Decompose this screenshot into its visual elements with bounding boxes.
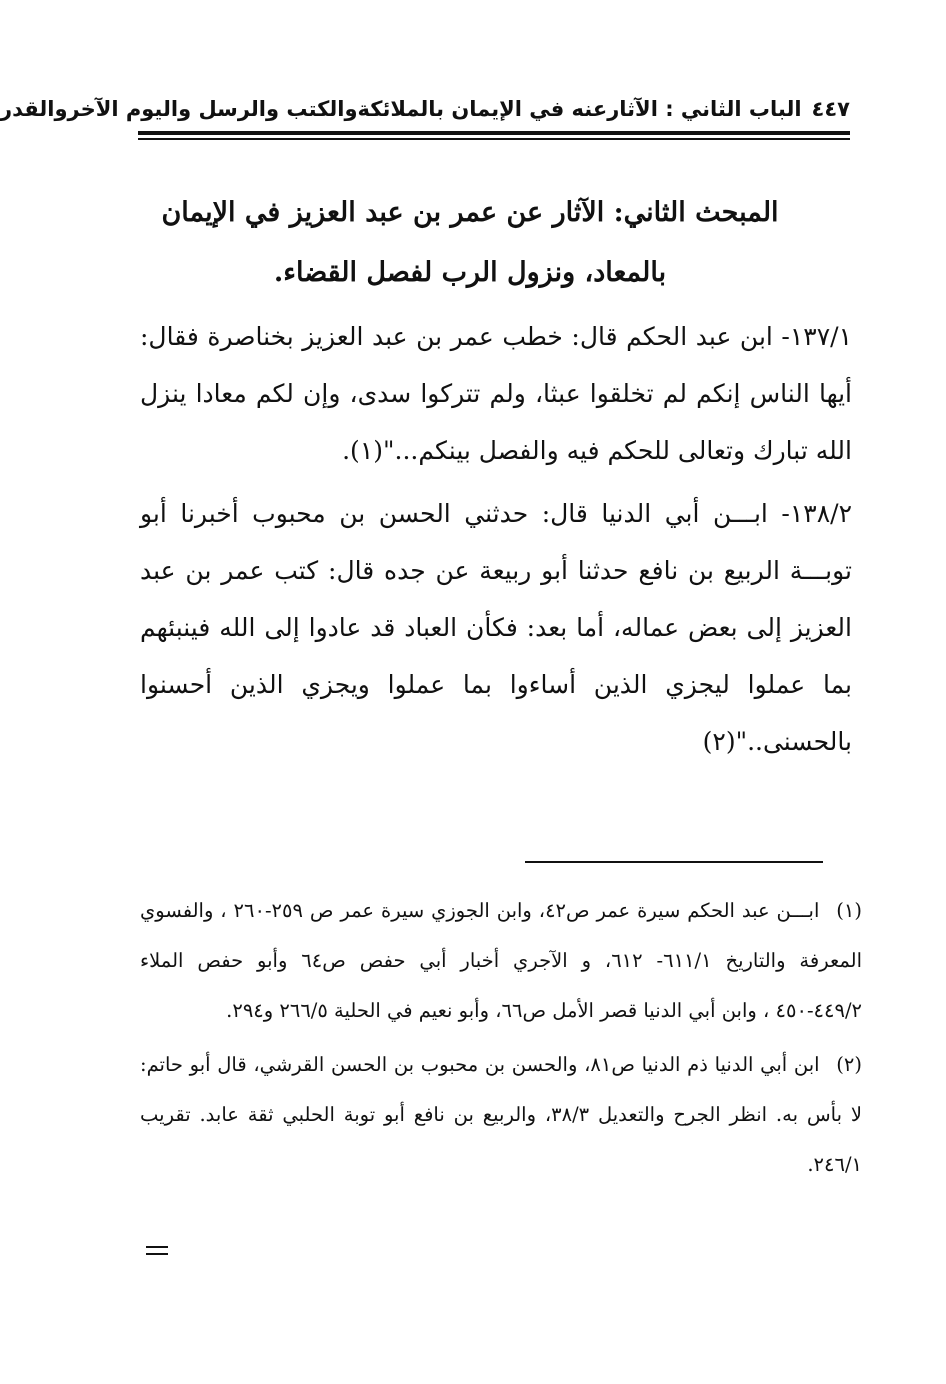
running-header: [0, 90, 850, 128]
paragraph: [140, 485, 852, 770]
body-text: [140, 308, 852, 770]
running-title: الباب الثاني : الآثارعنه في الإيمان بالملائكةوالكتب والرسل واليوم الآخروالقدر: [0, 97, 802, 121]
footnotes: [140, 886, 862, 1190]
footnote: [140, 1040, 862, 1190]
footnote: [140, 886, 862, 1036]
header-rule-thin: [138, 138, 850, 140]
section-heading: المبحث الثاني: الآثار عن عمر بن عبد العزيز في الإيمان بالمعاد، ونزول الرب لفصل القضاء.: [161, 197, 779, 288]
header-rule-thick: [138, 131, 850, 135]
paragraph-text: ابن عبد الحكم قال: خطب عمر بن عبد العزيز بخناصرة فقال: أيها الناس إنكم لم تخلقوا عبثا، ولم تتركوا سدى، وإن لكم معادا ينزل الله تبارك وتعالى للحكم فيه والفصل بينكم..."(١).: [140, 322, 852, 465]
footnote-marker: (٢): [836, 1053, 862, 1076]
paragraph-text: ابـــن أبي الدنيا قال: حدثني الحسن بن محبوب أخبرنا أبو توبـــة الربيع بن نافع حدثنا أبو ربيعة عن جده قال: كتب عمر بن عبد العزيز إلى بعض عماله، أما بعد: فكأن العباد قد عادوا إلى الله فينبئهم بما عملوا ليجزي الذين أساءوا بما عملوا ويجزي الذين أحسنوا بالحسنى.."(٢): [140, 499, 852, 756]
page-number: ٤٤٧: [811, 97, 850, 121]
footnote-text: ابن أبي الدنيا ذم الدنيا ص٨١، والحسن بن محبوب بن الحسن القرشي، قال أبو حاتم: لا بأس به. انظر الجرح والتعديل ٣٨/٣، والربيع بن نافع أبو توبة الحلبي ثقة عابد. تقريب ٢٤٦/١.: [140, 1053, 862, 1176]
footnote-text: ابـــن عبد الحكم سيرة عمر ص٤٢، وابن الجوزي سيرة عمر ص ٢٥٩-٢٦٠ ، والفسوي المعرفة والتاريخ ٦١١/١- ٦١٢، و الآجري أخبار أبي حفص ص٦٤ وأبو حفص الملاء ٤٤٩/٢-٤٥٠ ، وابن أبي الدنيا قصر الأمل ص٦٦، وأبو نعيم في الحلية ٢٦٦/٥ و٢٩٤.: [140, 899, 862, 1022]
footnote-separator: [525, 861, 823, 863]
paragraph-number: ١٣٧/١-: [781, 322, 852, 351]
footnote-marker: (١): [836, 899, 862, 922]
paragraph-number: ١٣٨/٢-: [781, 499, 852, 528]
paragraph: [140, 308, 852, 479]
page-end-mark: [146, 1246, 168, 1260]
